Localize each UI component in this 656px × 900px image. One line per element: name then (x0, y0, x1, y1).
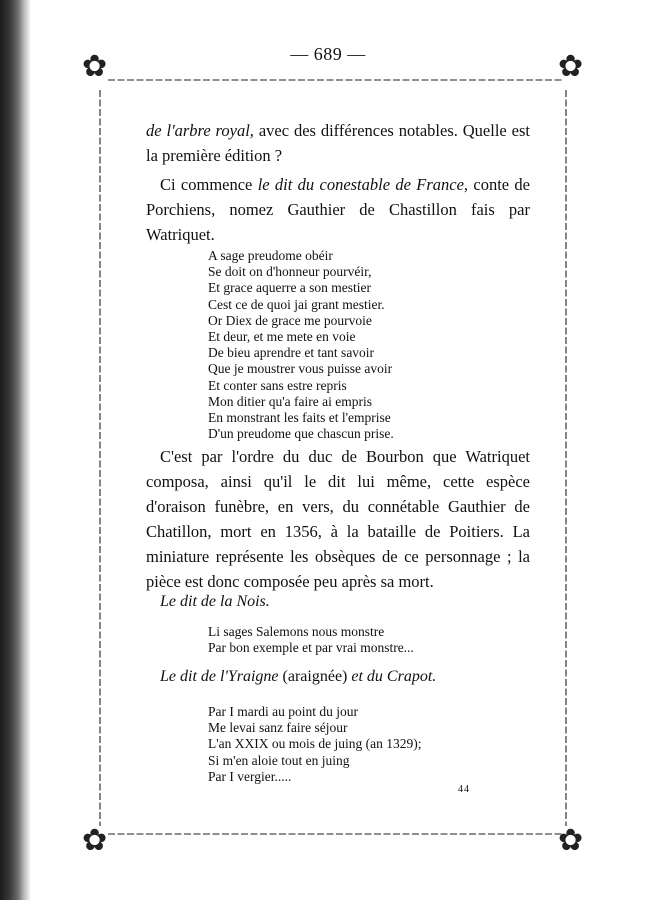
verse-line: L'an XXIX ou mois de juing (an 1329); (208, 736, 422, 752)
verse-line: Et deur, et me mete en voie (208, 329, 356, 345)
verse-line: Or Diex de grace me pourvoie (208, 312, 372, 328)
paragraph-first-rest: avec des différences notables. Quelle est la première édition ? (146, 121, 530, 165)
heading-dit-de-la-nois: Le dit de la Nois. (160, 593, 270, 610)
paragraph-commentary: C'est par l'ordre du duc de Bourbon que Watriquet composa, ainsi qu'il le dit lui même, cette espèce d'oraison funèbre, en vers, du connétable Gauthier de Chatillon, mort en 1356, à la bataille de Poitiers. La miniature représente les obsèques de ce personnage ; la pièce est donc composée peu après sa mort. (146, 447, 530, 591)
work-title: le dit du conestable de France, (257, 175, 469, 194)
paragraph-conestable (146, 172, 530, 247)
verse-block-yraigne (208, 704, 422, 785)
verse-line: Par I vergier..... (208, 768, 292, 784)
verse-line: Li sages Salemons nous monstre (208, 624, 385, 639)
heading-gloss: (araignée) (282, 668, 348, 685)
verse-line: Par I mardi au point du jour (208, 704, 358, 719)
verse-line: Mon ditier qu'a faire ai empris (208, 393, 373, 409)
corner-ornament-bottom-right: ✿ (558, 823, 584, 858)
paragraph-lead: Ci commence (160, 175, 258, 194)
verse-line: En monstrant les faits et l'emprise (208, 410, 391, 426)
verse-block-conestable (208, 248, 394, 442)
paragraph-first (146, 118, 530, 168)
verse-line: Que je moustrer vous puisse avoir (208, 361, 393, 377)
signature-mark: 44 (458, 784, 470, 795)
paragraph-rest: conte de Porchiens, nomez Gauthier de Chastillon fais par Watriquet. (146, 175, 530, 244)
verse-line: Et grace aquerre a son mestier (208, 280, 372, 296)
page-number: — 689 — (290, 44, 366, 64)
corner-ornament-top-left: ✿ (82, 49, 108, 84)
verse-block-nois (208, 624, 414, 656)
verse-line: Si m'en aloie tout en juing (208, 752, 350, 768)
corner-ornament-top-right: ✿ (558, 49, 584, 84)
verse-line: Et conter sans estre repris (208, 377, 347, 393)
corner-ornament-bottom-left: ✿ (82, 823, 108, 858)
verse-line: Cest ce de quoi jai grant mestier. (208, 296, 385, 312)
verse-line: Par bon exemple et par vrai monstre... (208, 640, 414, 656)
italic-lead: de l'arbre royal, (146, 121, 254, 140)
heading-part: Le dit de l'Yraigne (160, 668, 283, 685)
heading-dit-de-lyraigne (160, 668, 436, 686)
heading-part: et du Crapot. (347, 668, 437, 685)
verse-line: Se doit on d'honneur pourvéir, (208, 264, 372, 280)
verse-line: De bieu aprendre et tant savoir (208, 345, 375, 361)
verse-line: A sage preudome obéir (208, 248, 333, 263)
verse-line: D'un preudome que chascun prise. (208, 426, 394, 442)
verse-line: Me levai sanz faire séjour (208, 720, 348, 736)
